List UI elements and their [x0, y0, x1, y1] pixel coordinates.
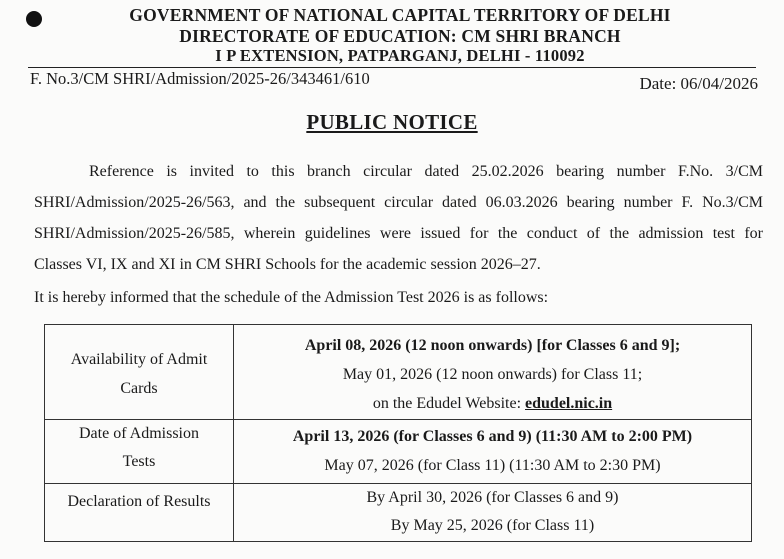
website-prefix: on the Edudel Website:	[372, 395, 526, 412]
schedule-intro: It is hereby informed that the schedule of the Admission Test 2026 is as follows:	[34, 289, 549, 306]
paragraph-line: SHRI/Admission/2025-26/585, wherein guidelines were issued for the conduct of the admission test for	[34, 225, 763, 242]
header-directorate: DIRECTORATE OF EDUCATION: CM SHRI BRANCH	[179, 26, 621, 46]
row-label	[45, 420, 234, 484]
notice-date: Date: 06/04/2026	[639, 74, 758, 93]
value-line: April 13, 2026 (for Classes 6 and 9) (11:30 AM to 2:00 PM)	[292, 428, 693, 445]
header-divider	[28, 67, 756, 68]
page-title: PUBLIC NOTICE	[306, 110, 478, 134]
value-line: May 01, 2026 (12 noon onwards) for Class 11;	[342, 366, 643, 383]
row-value	[234, 420, 752, 484]
row-value	[234, 484, 752, 542]
label-line: Cards	[120, 380, 158, 397]
table-row-admission-tests	[45, 420, 752, 484]
value-line: By May 25, 2026 (for Class 11)	[390, 517, 595, 534]
header-address: I P EXTENSION, PATPARGANJ, DELHI - 110092	[215, 46, 585, 65]
row-label	[45, 325, 234, 420]
row-label	[45, 484, 234, 542]
schedule-table	[44, 324, 752, 542]
value-line: By April 30, 2026 (for Classes 6 and 9)	[366, 489, 619, 506]
header-government: GOVERNMENT OF NATIONAL CAPITAL TERRITORY OF DELHI	[129, 5, 671, 25]
paragraph-line: SHRI/Admission/2025-26/563, and the subsequent circular dated 06.03.2026 bearing number F. No.3/CM	[34, 194, 763, 211]
reference-paragraph	[34, 156, 763, 280]
table-row-results	[45, 484, 752, 542]
label-line: Tests	[122, 453, 156, 470]
label-line: Declaration of Results	[67, 493, 211, 510]
label-line: Availability of Admit	[70, 351, 208, 368]
value-line: April 08, 2026 (12 noon onwards) [for Classes 6 and 9];	[304, 337, 681, 354]
file-number: F. No.3/CM SHRI/Admission/2025-26/343461/610	[30, 69, 370, 88]
label-line: Date of Admission	[79, 425, 199, 442]
table-row-admit-cards	[45, 325, 752, 420]
paragraph-line: Reference is invited to this branch circular dated 25.02.2026 bearing number F.No. 3/CM	[89, 163, 763, 180]
value-line: May 07, 2026 (for Class 11) (11:30 AM to 2:30 PM)	[324, 457, 661, 474]
value-line	[235, 389, 750, 418]
paragraph-line: Classes VI, IX and XI in CM SHRI Schools for the academic session 2026–27.	[34, 256, 541, 273]
edudel-link[interactable]: edudel.nic.in	[525, 395, 613, 412]
row-value	[234, 325, 752, 420]
